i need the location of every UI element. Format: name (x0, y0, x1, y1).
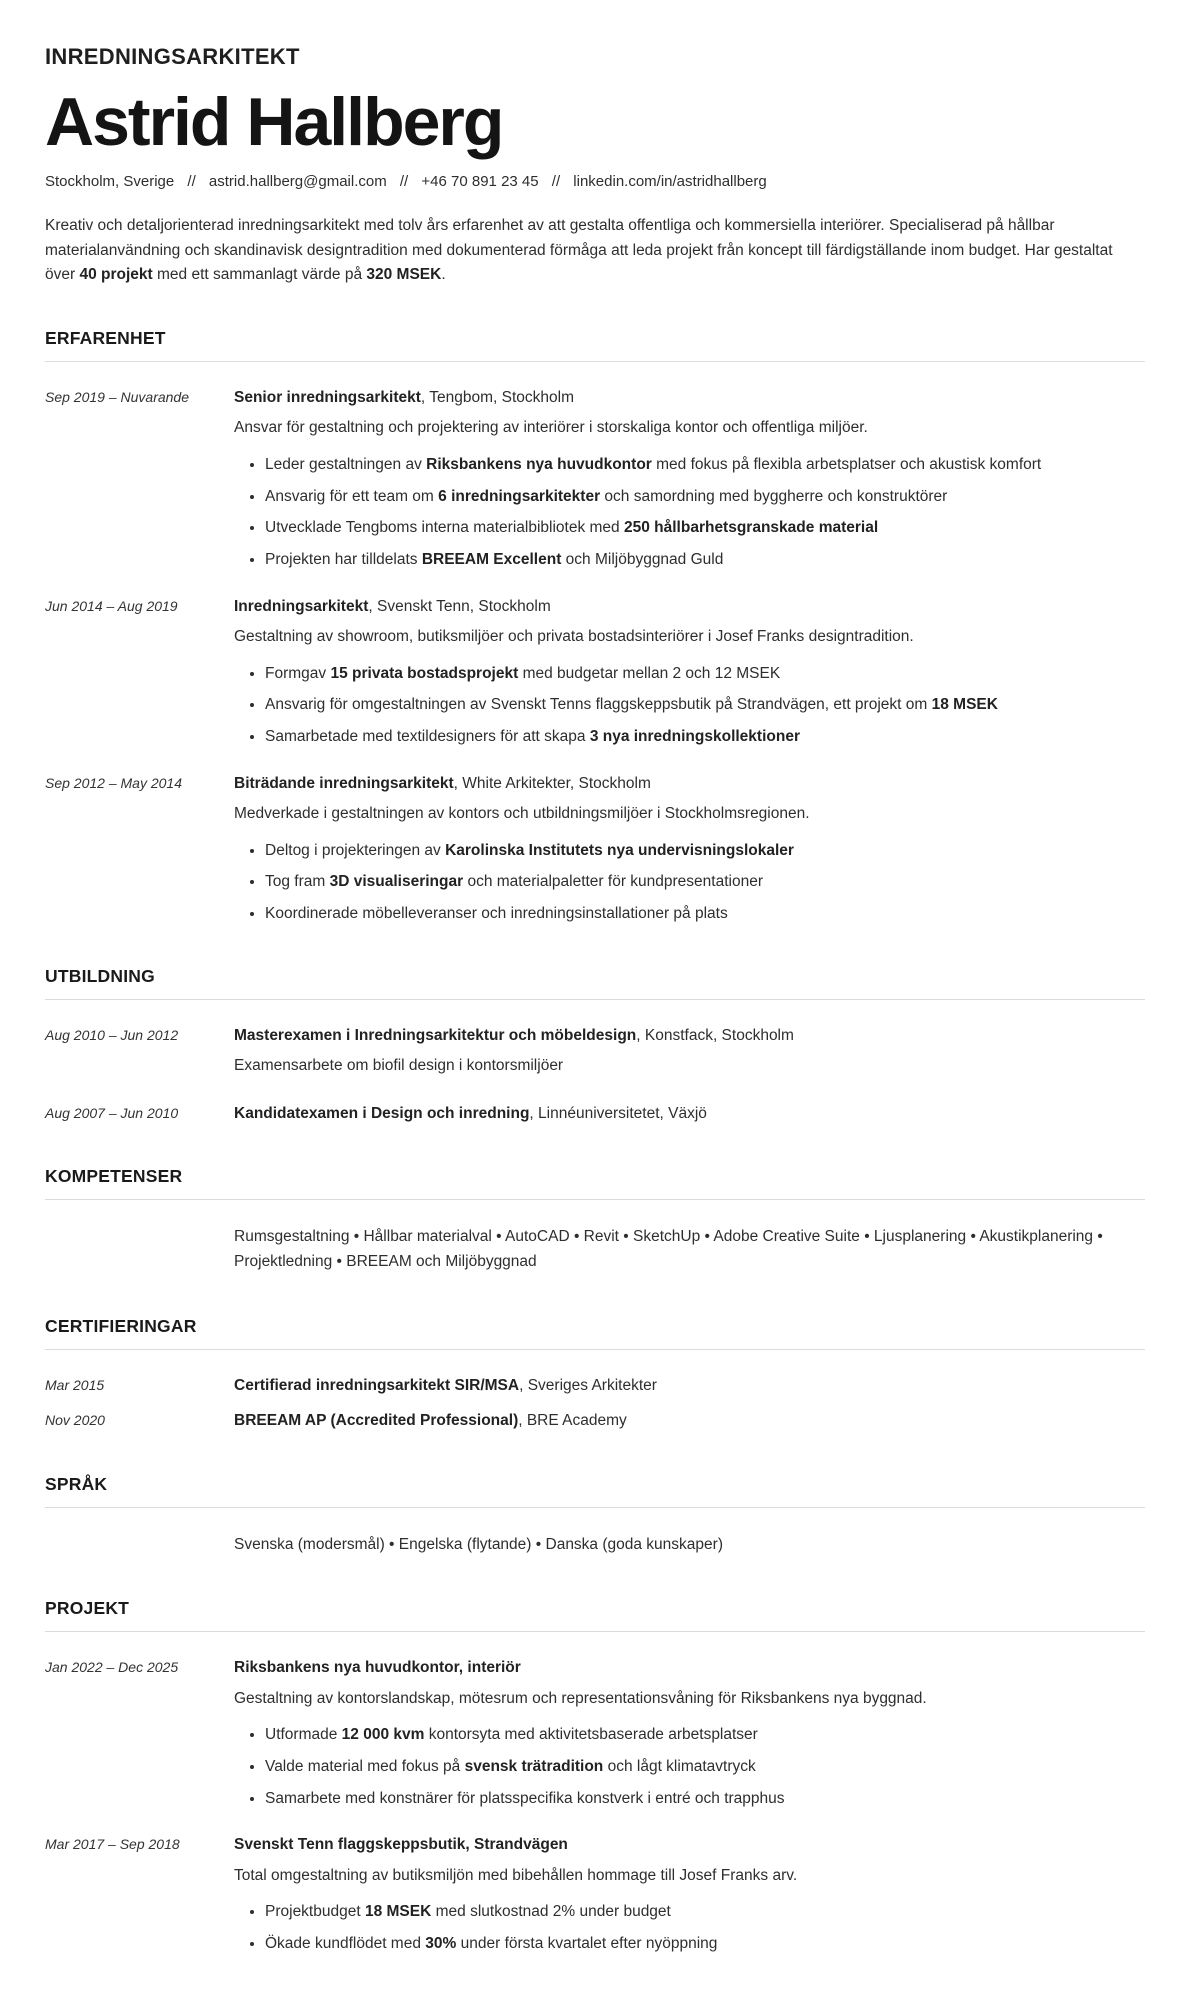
entry-bullet-list (234, 663, 1145, 748)
section-heading-skills: KOMPETENSER (45, 1166, 1145, 1200)
section-heading-projects: PROJEKT (45, 1598, 1145, 1632)
summary-paragraph: Kreativ och detaljorienterad inredningsarkitekt med tolv års erfarenhet av att gestalta offentliga och kommersiella interiörer. Specialiserad på hållbar materialanvändning och skandinavisk designtradition med dokumenterad förmåga att leda projekt från koncept till färdigställande inom budget. Har gestaltat över 40 projekt med ett sammanlagt värde på 320 MSEK. (45, 217, 1113, 283)
entry-content (234, 773, 1145, 925)
bullet-item: • Tog fram 3D visualiseringar och materialpaletter för kundpresentationer (265, 871, 1145, 893)
contact-separator: // (551, 173, 561, 191)
entry-dates: Jun 2014 – Aug 2019 (45, 597, 178, 614)
entry-title: Kandidatexamen i Design och inredning, Linnéuniversitetet, Växjö (234, 1104, 707, 1122)
entry-dates-empty (45, 1533, 234, 1558)
entry-description: Gestaltning av showroom, butiksmiljöer och privata bostadsinteriörer i Josef Franks designtradition. (234, 628, 914, 646)
experience-entry (45, 387, 1145, 571)
entry-description: Medverkade i gestaltningen av kontors och utbildningsmiljöer i Stockholmsregionen. (234, 805, 810, 823)
bullet-item: • Koordinerade möbelleveranser och inredningsinstallationer på plats (265, 903, 1145, 925)
section-heading-experience: ERFARENHET (45, 328, 1145, 362)
entry-title: Riksbankens nya huvudkontor, interiör (234, 1659, 521, 1677)
entry-title: Certifierad inredningsarkitekt SIR/MSA, Sveriges Arkitekter (234, 1376, 657, 1394)
project-entry (45, 1657, 1145, 1809)
bullet-item: • Projektbudget 18 MSEK med slutkostnad 2% under budget (265, 1901, 1145, 1923)
bullet-item: • Ansvarig för omgestaltningen av Svenskt Tenns flaggskeppsbutik på Strandvägen, ett projekt om 18 MSEK (265, 694, 1145, 716)
languages-entry (45, 1533, 1145, 1558)
contact-line (45, 173, 1145, 190)
bullet-item: • Ansvarig för ett team om 6 inredningsarkitekter och samordning med byggherre och konstruktörer (265, 486, 1145, 508)
entry-title: BREEAM AP (Accredited Professional), BRE Academy (234, 1412, 627, 1430)
section-heading-certifications: CERTIFIERINGAR (45, 1316, 1145, 1350)
bullet-item: • Formgav 15 privata bostadsprojekt med budgetar mellan 2 och 12 MSEK (265, 663, 1145, 685)
entry-title: Svenskt Tenn flaggskeppsbutik, Strandvägen (234, 1836, 568, 1854)
section-heading-education: UTBILDNING (45, 966, 1145, 1000)
entry-description: Ansvar för gestaltning och projektering av interiörer i storskaliga kontor och offentliga miljöer. (234, 419, 868, 437)
entry-dates-empty (45, 1225, 234, 1275)
entry-dates: Sep 2019 – Nuvarande (45, 388, 189, 405)
skills-list: Rumsgestaltning • Hållbar materialval • AutoCAD • Revit • SketchUp • Adobe Creative Suite • Ljusplanering • Akustikplanering • Projektledning • BREEAM och Miljöbyggnad (234, 1227, 1103, 1270)
education-entry (45, 1025, 1145, 1078)
education-entry (45, 1103, 1145, 1125)
entry-dates: Aug 2010 – Jun 2012 (45, 1026, 179, 1043)
entry-content (234, 1533, 1145, 1558)
languages-list: Svenska (modersmål) • Engelska (flytande) • Danska (goda kunskaper) (234, 1535, 723, 1553)
bullet-item: • Projekten har tilldelats BREEAM Excellent och Miljöbyggnad Guld (265, 549, 1145, 571)
bullet-item: • Utformade 12 000 kvm kontorsyta med aktivitetsbaserade arbetsplatser (265, 1724, 1145, 1746)
job-title-label: INREDNINGSARKITEKT (45, 44, 300, 69)
entry-title: Senior inredningsarkitekt, Tengbom, Stockholm (234, 388, 574, 406)
entry-content (234, 387, 1145, 571)
entry-description: Examensarbete om biofil design i kontorsmiljöer (234, 1057, 564, 1075)
entry-dates: Mar 2017 – Sep 2018 (45, 1836, 180, 1853)
entry-title: Biträdande inredningsarkitekt, White Arkitekter, Stockholm (234, 774, 651, 792)
section-certifications (45, 1316, 1145, 1433)
entry-description: Total omgestaltning av butiksmiljön med bibehållen hommage till Josef Franks arv. (234, 1866, 798, 1884)
entry-dates: Aug 2007 – Jun 2010 (45, 1104, 179, 1121)
entry-bullet-list (234, 1724, 1145, 1809)
entry-dates: Mar 2015 (45, 1376, 105, 1393)
candidate-name: Astrid Hallberg (45, 84, 503, 160)
bullet-item: • Deltog i projekteringen av Karolinska Institutets nya undervisningslokaler (265, 840, 1145, 862)
skills-entry (45, 1225, 1145, 1275)
section-languages (45, 1474, 1145, 1558)
entry-content (234, 1025, 1145, 1078)
certification-entry (45, 1375, 1145, 1397)
section-skills (45, 1166, 1145, 1275)
section-heading-languages: SPRÅK (45, 1474, 1145, 1508)
contact-phone: +46 70 891 23 45 (421, 173, 539, 191)
bullet-item: • Ökade kundflödet med 30% under första kvartalet efter nyöppning (265, 1933, 1145, 1955)
entry-content (234, 1410, 1145, 1432)
contact-email: astrid.hallberg@gmail.com (208, 173, 387, 191)
entry-description: Gestaltning av kontorslandskap, mötesrum och representationsvåning för Riksbankens nya byggnad. (234, 1689, 927, 1707)
entry-dates: Sep 2012 – May 2014 (45, 774, 182, 791)
bullet-item: • Samarbete med konstnärer för platsspecifika konstverk i entré och trapphus (265, 1788, 1145, 1810)
entry-bullet-list (234, 1901, 1145, 1954)
bullet-item: • Leder gestaltningen av Riksbankens nya huvudkontor med fokus på flexibla arbetsplatser och akustisk komfort (265, 454, 1145, 476)
entry-content (234, 1225, 1145, 1275)
experience-entry (45, 596, 1145, 748)
entry-title: Inredningsarkitekt, Svenskt Tenn, Stockholm (234, 597, 551, 615)
entry-content (234, 1834, 1145, 1954)
entry-bullet-list (234, 840, 1145, 925)
entry-content (234, 1657, 1145, 1809)
contact-separator: // (399, 173, 409, 191)
entry-title: Masterexamen i Inredningsarkitektur och möbeldesign, Konstfack, Stockholm (234, 1026, 794, 1044)
section-projects (45, 1598, 1145, 1954)
certification-entry (45, 1410, 1145, 1432)
entry-content (234, 596, 1145, 748)
entry-bullet-list (234, 454, 1145, 571)
entry-content (234, 1103, 1145, 1125)
bullet-item: • Samarbetade med textildesigners för att skapa 3 nya inredningskollektioner (265, 726, 1145, 748)
contact-location: Stockholm, Sverige (45, 173, 175, 191)
bullet-item: • Valde material med fokus på svensk trätradition och lågt klimatavtryck (265, 1756, 1145, 1778)
contact-separator: // (187, 173, 196, 191)
section-education (45, 966, 1145, 1125)
entry-content (234, 1375, 1145, 1397)
contact-linkedin: linkedin.com/in/astridhallberg (573, 173, 767, 191)
bullet-item: • Utvecklade Tengboms interna materialbibliotek med 250 hållbarhetsgranskade material (265, 517, 1145, 539)
experience-entry (45, 773, 1145, 925)
section-experience (45, 328, 1145, 925)
project-entry (45, 1834, 1145, 1954)
entry-dates: Jan 2022 – Dec 2025 (45, 1659, 179, 1676)
entry-dates: Nov 2020 (45, 1412, 105, 1429)
